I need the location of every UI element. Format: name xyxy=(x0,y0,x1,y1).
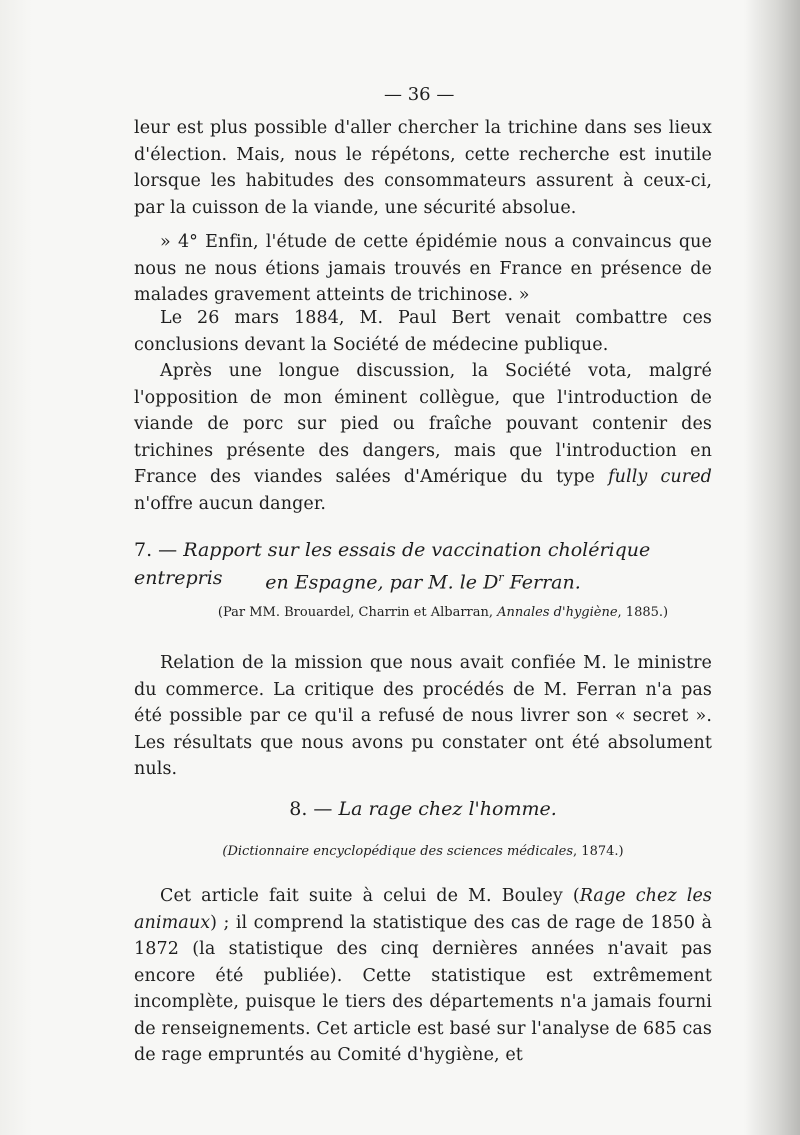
paragraph-conclusion-4: » 4° Enfin, l'étude de cette épidémie nous a convaincus que nous ne nous étions jamais trouvés en France en présence de malades gravement atteints de trichinose. » xyxy=(134,232,712,305)
section-7-body: Relation de la mission que nous avait confiée M. le ministre du commerce. La critique des procédés de M. Ferran n'a pas été possible par ce qu'il a refusé de nous livrer son « secret ». Les résultats que nous avons pu constater ont été absolument nuls. xyxy=(134,653,712,779)
section-8-number: 8. — xyxy=(289,798,333,820)
section-8-source xyxy=(134,843,712,861)
section-8-title-text: La rage chez l'homme. xyxy=(338,798,557,820)
paragraph-paul-bert: Le 26 mars 1884, M. Paul Bert venait combattre ces conclusions devant la Société de médecine publique. xyxy=(134,308,712,355)
section-7-source xyxy=(134,604,712,622)
section-7-source-a: (Par MM. Brouardel, Charrin et Albarran, xyxy=(217,605,498,620)
section-8-body xyxy=(134,883,712,1069)
section-7-title-text: Rapport sur les essais de vaccination cholérique entrepris xyxy=(134,539,651,589)
section-8-body-a: Cet article fait suite à celui de M. Bouley ( xyxy=(160,886,580,906)
section-7-title-b: Ferran. xyxy=(503,571,581,594)
section-8-body-italic: Rage chez les animaux xyxy=(134,886,712,933)
section-8-source-italic: (Dictionnaire encyclopédique des sciences médicales xyxy=(222,844,574,859)
paragraph-societe-vote xyxy=(134,358,712,517)
section-8-title xyxy=(134,795,712,823)
p4-italic: fully cured xyxy=(608,467,712,487)
section-7-title-sup: r xyxy=(498,571,504,584)
section-7-source-b: , 1885.) xyxy=(617,605,669,620)
section-7-source-italic: Annales d'hygiène xyxy=(497,605,618,620)
page-number: — 36 — xyxy=(384,84,455,105)
section-8-source-b: , 1874.) xyxy=(573,844,624,859)
section-7-title-line2 xyxy=(134,564,712,596)
section-7-title-a: en Espagne, par M. le D xyxy=(265,571,499,594)
p4-text-a: Après une longue discussion, la Société vota, malgré l'opposition de mon éminent collègue, que l'introduction de viande de porc sur pied ou fraîche pouvant contenir des trichines présente des dangers, mais que l'introduction en France des viandes salées d'Amérique du type xyxy=(134,361,712,487)
section-7-number: 7. — xyxy=(134,539,178,561)
paragraph-continued: leur est plus possible d'aller chercher la trichine dans ses lieux d'élection. Mais, nous le répétons, cette recherche est inutile lorsque les habitudes des consommateurs assurent à ceux-ci, par la cuisson de la viande, une sécurité absolue. xyxy=(134,118,712,218)
p4-text-b: n'offre aucun danger. xyxy=(134,493,327,514)
section-8-body-b: ) ; il comprend la statistique des cas de rage de 1850 à 1872 (la statistique des cinq dernières années n'avait pas encore été publiée). Cette statistique est extrêmement incomplète, puisque le tiers des départements n'a jamais fourni de renseignements. Cet article est basé sur l'analyse de 685 cas de rage empruntés au Comité d'hygiène, et xyxy=(134,912,712,1065)
